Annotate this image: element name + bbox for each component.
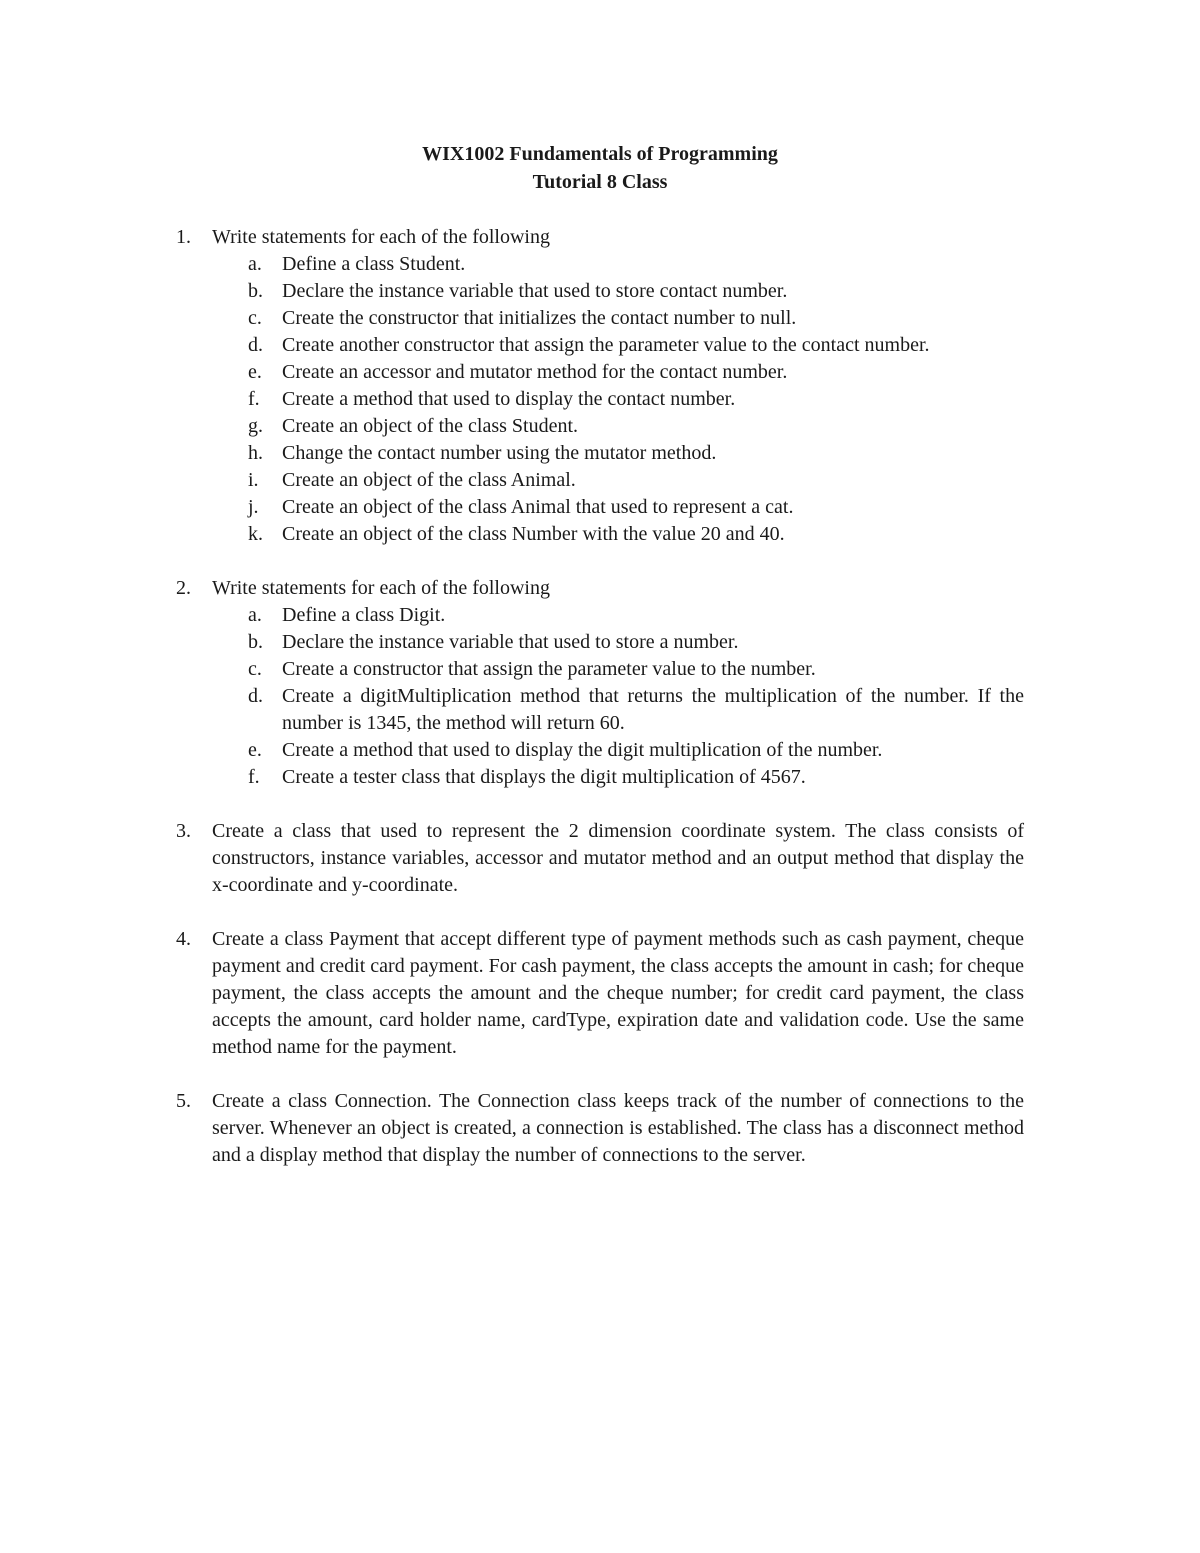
sub-item-letter: h. bbox=[248, 442, 263, 464]
sub-item bbox=[212, 386, 1024, 413]
sub-item-letter: b. bbox=[248, 631, 263, 653]
sub-item bbox=[212, 440, 1024, 467]
title-block bbox=[0, 140, 1200, 196]
sub-item bbox=[212, 764, 1024, 791]
sub-item-letter: f. bbox=[248, 766, 260, 788]
sub-item-letter: c. bbox=[248, 658, 262, 680]
question-number: 1. bbox=[176, 226, 191, 248]
document-subtitle: Tutorial 8 Class bbox=[532, 171, 668, 193]
question-number: 5. bbox=[176, 1090, 191, 1112]
sub-item bbox=[212, 305, 1024, 332]
question-5 bbox=[176, 1088, 1024, 1169]
question-list bbox=[176, 224, 1024, 1196]
sub-item-letter: j. bbox=[248, 496, 259, 518]
sub-item-letter: a. bbox=[248, 253, 262, 275]
sub-item-text: Create a method that used to display the digit multiplication of the number. bbox=[282, 739, 883, 761]
sub-item-text: Change the contact number using the mutator method. bbox=[282, 442, 717, 464]
sub-item bbox=[212, 737, 1024, 764]
sub-item bbox=[212, 683, 1024, 737]
sub-item bbox=[212, 332, 1024, 359]
sub-item bbox=[212, 629, 1024, 656]
sub-item-letter: f. bbox=[248, 388, 260, 410]
sub-item-text: Create an object of the class Number with the value 20 and 40. bbox=[282, 523, 785, 545]
question-text: Write statements for each of the following bbox=[212, 226, 550, 248]
sub-item-text: Create an object of the class Animal that used to represent a cat. bbox=[282, 496, 794, 518]
sub-item-letter: a. bbox=[248, 604, 262, 626]
sub-item-letter: k. bbox=[248, 523, 263, 545]
sub-item-text: Create a digitMultiplication method that returns the multiplication of the number. If the number is 1345, the method will return 60. bbox=[282, 685, 1024, 734]
sub-item-letter: d. bbox=[248, 334, 263, 356]
document-title: WIX1002 Fundamentals of Programming bbox=[422, 143, 778, 165]
sub-item-letter: d. bbox=[248, 685, 263, 707]
question-number: 2. bbox=[176, 577, 191, 599]
sub-item-text: Create a constructor that assign the parameter value to the number. bbox=[282, 658, 816, 680]
sub-item bbox=[212, 467, 1024, 494]
sub-item-letter: e. bbox=[248, 361, 262, 383]
sub-item-letter: c. bbox=[248, 307, 262, 329]
sub-item-text: Define a class Student. bbox=[282, 253, 466, 275]
sub-item-text: Create an accessor and mutator method for the contact number. bbox=[282, 361, 788, 383]
sub-item bbox=[212, 494, 1024, 521]
sub-item-text: Create an object of the class Student. bbox=[282, 415, 579, 437]
sub-item-text: Create an object of the class Animal. bbox=[282, 469, 576, 491]
sub-item-text: Define a class Digit. bbox=[282, 604, 446, 626]
sub-item-text: Create a tester class that displays the digit multiplication of 4567. bbox=[282, 766, 806, 788]
sub-item bbox=[212, 521, 1024, 548]
question-text: Create a class that used to represent the 2 dimension coordinate system. The class consists of constructors, instance variables, accessor and mutator method and an output method that display the x-coordinate and y-coordinate. bbox=[212, 820, 1024, 896]
question-2 bbox=[176, 575, 1024, 791]
sub-item-text: Create the constructor that initializes the contact number to null. bbox=[282, 307, 797, 329]
sub-item bbox=[212, 278, 1024, 305]
sub-item-letter: i. bbox=[248, 469, 259, 491]
sub-item-text: Declare the instance variable that used to store contact number. bbox=[282, 280, 788, 302]
question-number: 4. bbox=[176, 928, 191, 950]
sub-item-letter: g. bbox=[248, 415, 263, 437]
question-number: 3. bbox=[176, 820, 191, 842]
sub-item-text: Create another constructor that assign the parameter value to the contact number. bbox=[282, 334, 930, 356]
sub-item-list bbox=[212, 602, 1024, 791]
sub-item-text: Declare the instance variable that used to store a number. bbox=[282, 631, 739, 653]
question-4 bbox=[176, 926, 1024, 1061]
sub-item bbox=[212, 359, 1024, 386]
sub-item-list bbox=[212, 251, 1024, 548]
sub-item bbox=[212, 251, 1024, 278]
sub-item-letter: e. bbox=[248, 739, 262, 761]
sub-item-letter: b. bbox=[248, 280, 263, 302]
sub-item bbox=[212, 656, 1024, 683]
sub-item bbox=[212, 602, 1024, 629]
sub-item bbox=[212, 413, 1024, 440]
question-3 bbox=[176, 818, 1024, 899]
question-1 bbox=[176, 224, 1024, 548]
question-text: Create a class Connection. The Connection class keeps track of the number of connections to the server. Whenever an object is created, a connection is established. The class has a disconnect method and a display method that display the number of connections to the server. bbox=[212, 1090, 1024, 1166]
question-text: Create a class Payment that accept different type of payment methods such as cash payment, cheque payment and credit card payment. For cash payment, the class accepts the amount in cash; for cheque payment, the class accepts the amount and the cheque number; for credit card payment, the class accepts the amount, card holder name, cardType, expiration date and validation code. Use the same method name for the payment. bbox=[212, 928, 1024, 1058]
sub-item-text: Create a method that used to display the contact number. bbox=[282, 388, 736, 410]
question-text: Write statements for each of the following bbox=[212, 577, 550, 599]
